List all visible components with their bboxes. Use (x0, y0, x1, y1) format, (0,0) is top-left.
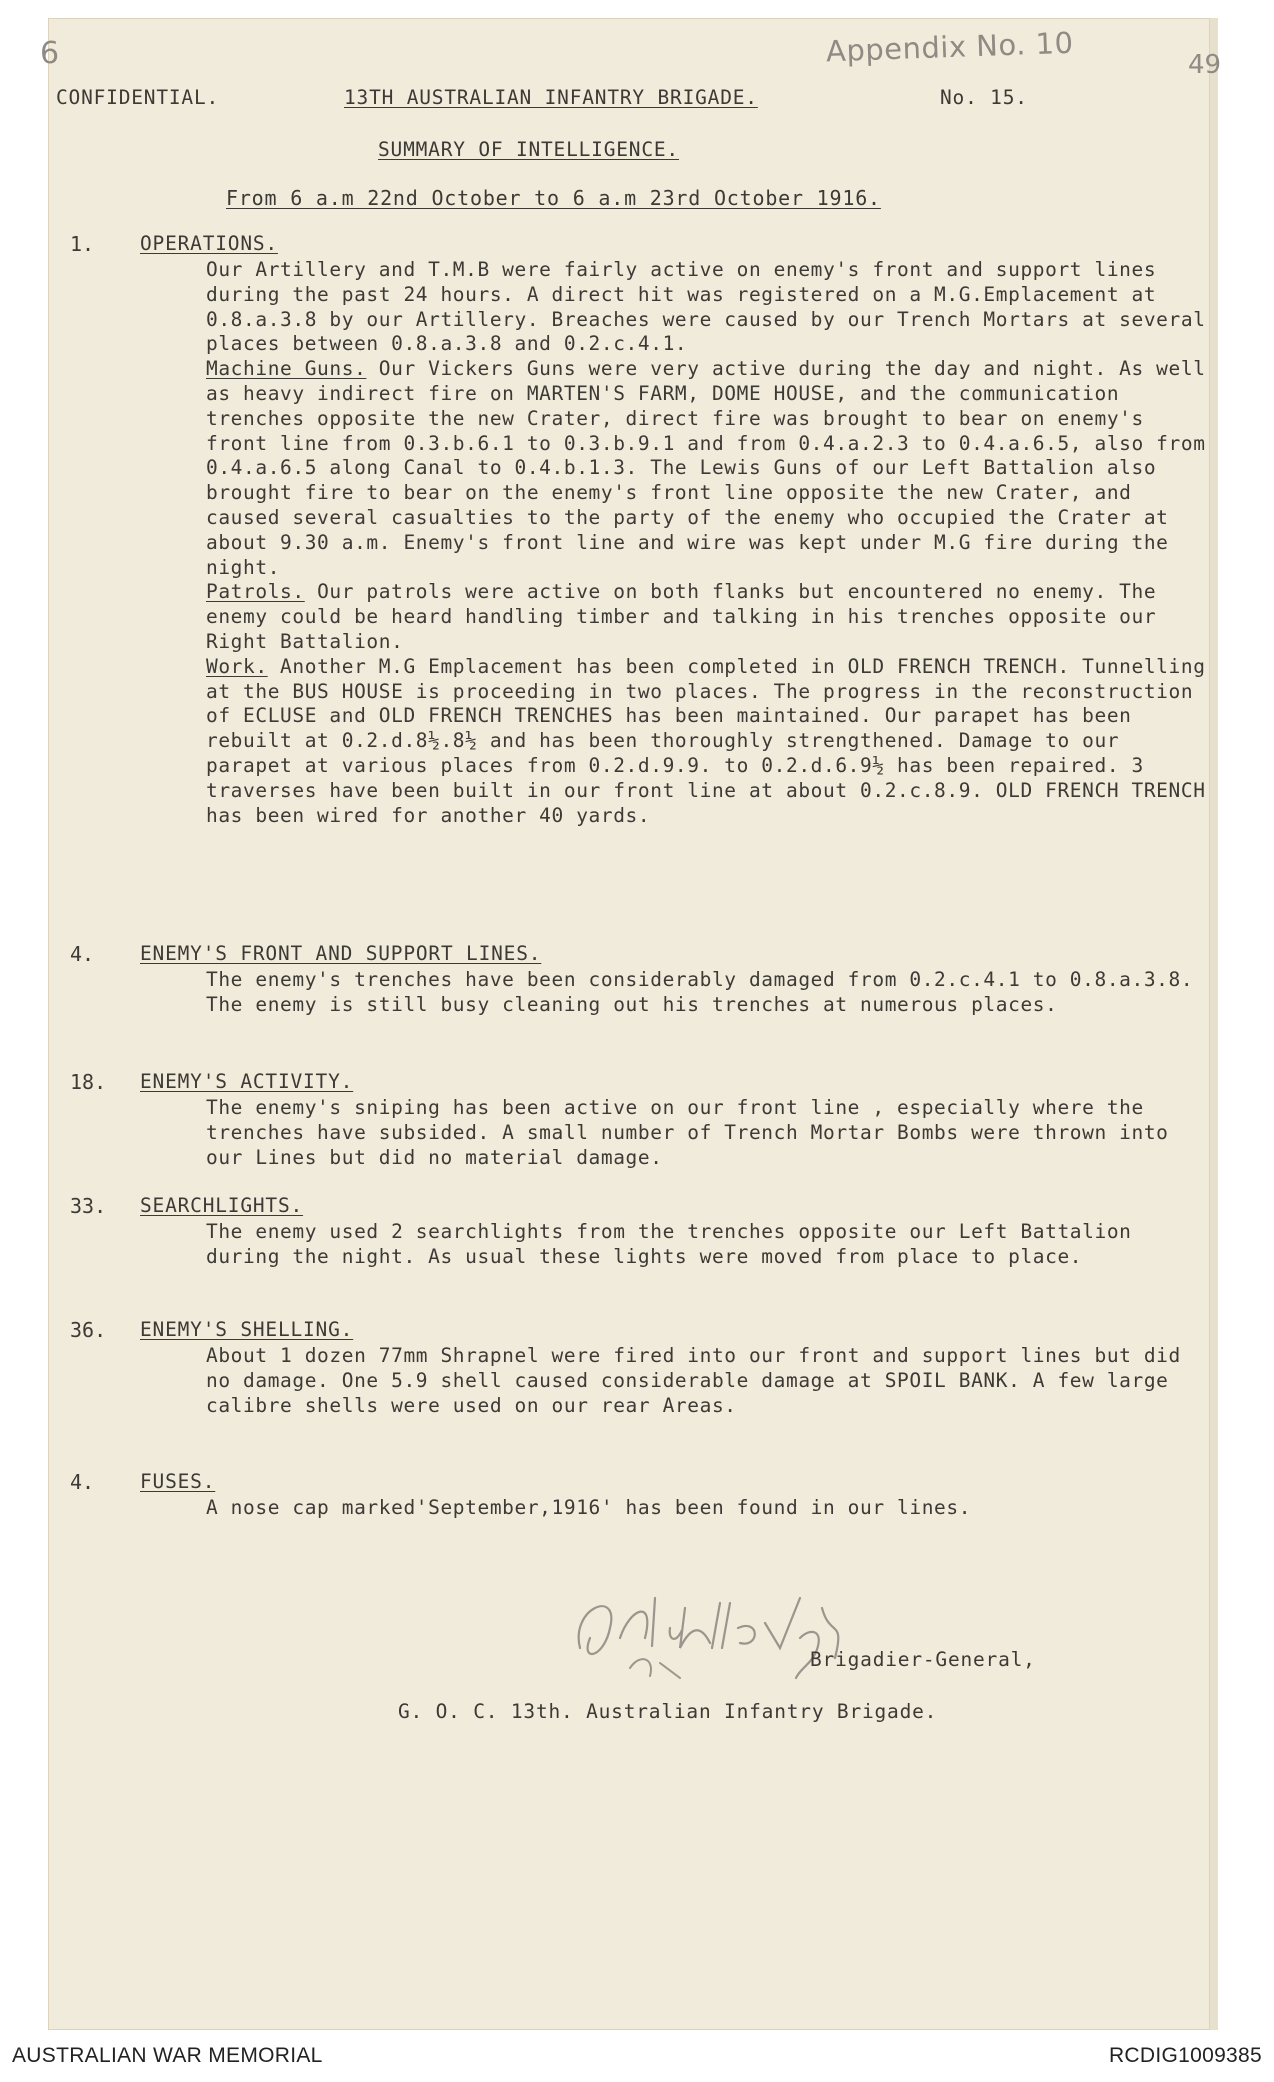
section-body (206, 1496, 1216, 1521)
paragraph-machine-guns: Machine Guns. Our Vickers Guns were very active during the day and night. As well as heavy indirect fire on MARTEN'S FARM, DOME HOUSE, and the communication trenches opposite the new Crater, direct fire was brought to bear on enemy's front line from 0.3.b.6.1 to 0.3.b.9.1 and from 0.4.a.2.3 to 0.4.a.6.5, also from 0.4.a.6.5 along Canal to 0.4.b.1.3. The Lewis Guns of our Left Battalion also brought fire to bear on the enemy's front line opposite the new Crater, and caused several casualties to the party of the enemy who occupied the Crater at about 9.30 a.m. Enemy's front line and wire was kept under M.G fire during the night. (206, 357, 1206, 579)
section-heading: FUSES. (140, 1470, 216, 1493)
unit-name: 13TH AUSTRALIAN INFANTRY BRIGADE. (344, 86, 758, 109)
report-period: From 6 a.m 22nd October to 6 a.m 23rd October 1916. (226, 186, 881, 210)
paragraph: About 1 dozen 77mm Shrapnel were fired into our front and support lines but did no damage. One 5.9 shell caused considerable damage at SPOIL BANK. A few large calibre shells were used on our rear Areas. (206, 1344, 1181, 1417)
section-number: 36. (70, 1318, 107, 1342)
section-number: 18. (70, 1070, 107, 1094)
paragraph-patrols: Patrols. Our patrols were active on both flanks but encountered no enemy. The enemy could be heard handling timber and talking in his trenches opposite our Right Battalion. (206, 580, 1157, 653)
section-body (206, 1096, 1216, 1170)
signatory-rank: Brigadier-General, (810, 1648, 1036, 1671)
section-number: 4. (70, 942, 95, 966)
section-body (206, 968, 1216, 1018)
paragraph: Our Artillery and T.M.B were fairly active on enemy's front and support lines during the past 24 hours. A direct hit was registered on a M.G.Emplacement at 0.8.a.3.8 by our Artillery. Breaches were caused by our Trench Mortars at several places between 0.8.a.3.8 and 0.2.c.4.1. (206, 258, 1206, 356)
section-number: 4. (70, 1470, 95, 1494)
appendix-stamp: Appendix No. 10 (825, 25, 1075, 69)
paragraph-work: Work. Another M.G Emplacement has been completed in OLD FRENCH TRENCH. Tunnelling at the BUS HOUSE is proceeding in two places. The progress in the reconstruction of ECLUSE and OLD FRENCH TRENCHES has been maintained. Our parapet has been rebuilt at 0.2.d.8½.8½ and has been thoroughly strengthened. Damage to our parapet at various places from 0.2.d.9.9. to 0.2.d.6.9½ has been repaired. 3 traverses have been built in our front line at about 0.2.c.8.9. OLD FRENCH TRENCH has been wired for another 40 yards. (206, 654, 1206, 827)
paragraph: The enemy's sniping has been active on our front line , especially where the trenches have subsided. A small number of Trench Mortar Bombs were thrown into our Lines but did no material damage. (206, 1096, 1169, 1169)
classification: CONFIDENTIAL. (56, 86, 220, 109)
record-id: RCDIG1009385 (1108, 2044, 1262, 2067)
document-title: SUMMARY OF INTELLIGENCE. (378, 138, 679, 161)
section-heading: ENEMY'S SHELLING. (140, 1318, 354, 1341)
paragraph: The enemy used 2 searchlights from the trenches opposite our Left Battalion during the night. As usual these lights were moved from place to place. (206, 1220, 1132, 1268)
report-number: No. 15. (940, 86, 1028, 109)
paragraph: A nose cap marked'September,1916' has been found in our lines. (206, 1496, 972, 1519)
section-body (206, 1220, 1216, 1270)
paragraph: The enemy's trenches have been considerably damaged from 0.2.c.4.1 to 0.8.a.3.8. The enemy is still busy cleaning out his trenches at numerous places. (206, 968, 1194, 1016)
corner-handwritten-mark: 6 (40, 36, 60, 71)
section-number: 1. (70, 232, 95, 256)
folio-number: 49 (1188, 50, 1222, 80)
section-heading: OPERATIONS. (140, 232, 278, 255)
signatory-position: G. O. C. 13th. Australian Infantry Brigade. (398, 1700, 938, 1723)
section-heading: ENEMY'S ACTIVITY. (140, 1070, 354, 1093)
section-heading: ENEMY'S FRONT AND SUPPORT LINES. (140, 942, 542, 965)
section-heading: SEARCHLIGHTS. (140, 1194, 304, 1217)
section-body (206, 1344, 1216, 1418)
section-body (206, 258, 1216, 828)
section-number: 33. (70, 1194, 107, 1218)
institution-label: AUSTRALIAN WAR MEMORIAL (12, 2044, 323, 2067)
